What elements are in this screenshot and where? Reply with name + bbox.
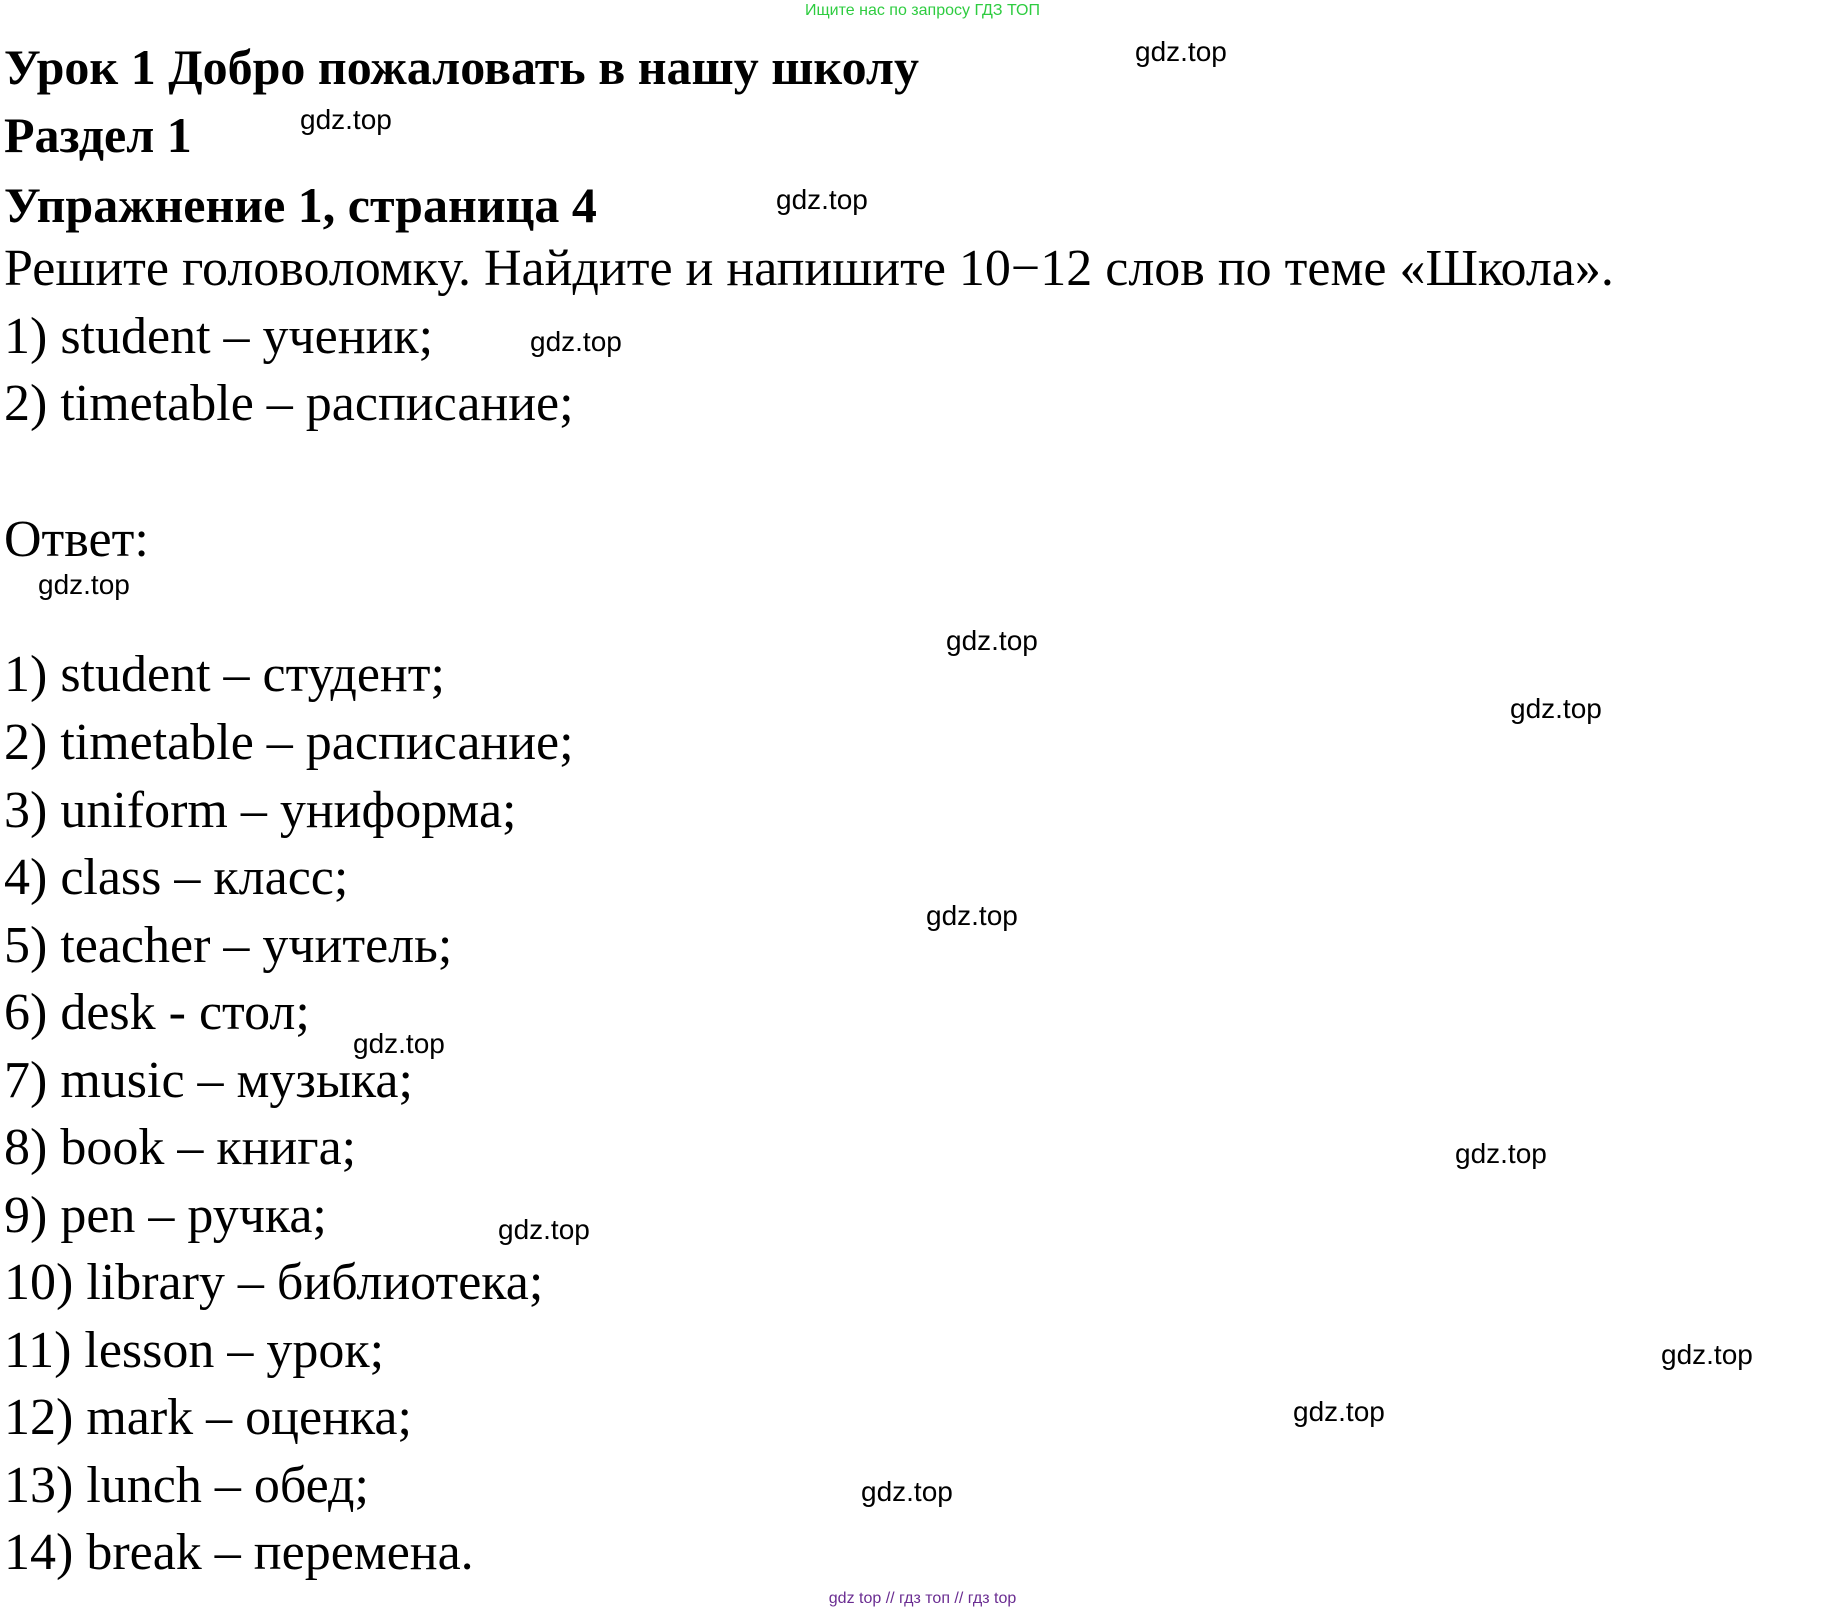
watermark: gdz.top [926,900,1018,931]
answer-item: 13) lunch – обед; [4,1457,369,1514]
answer-item: 8) book – книга; [4,1119,357,1176]
watermark: gdz.top [353,1028,445,1059]
watermark: gdz.top [1135,36,1227,67]
answer-label: Ответ: [4,511,149,568]
answer-item: 14) break – перемена. [4,1524,474,1581]
answer-item: 10) library – библиотека; [4,1254,544,1311]
watermark: gdz.top [946,625,1038,656]
answer-item: 2) timetable – расписание; [4,714,574,771]
watermark: gdz.top [1661,1339,1753,1370]
task-text: Решите головоломку. Найдите и напишите 10−12 слов по теме «Школа». [4,240,1614,297]
watermark: gdz.top [1510,693,1602,724]
answer-item: 1) student – студент; [4,646,445,703]
lesson-title: Урок 1 Добро пожаловать в нашу школу [4,39,919,95]
example-item: 2) timetable – расписание; [4,375,574,432]
watermark: gdz.top [38,569,130,600]
answer-item: 5) teacher – учитель; [4,917,453,974]
answer-item: 6) desk - стол; [4,984,310,1041]
footer-links: gdz top // гдз топ // гдз top [828,1590,1017,1607]
answer-item: 4) class – класс; [4,849,349,906]
watermark: gdz.top [1293,1396,1385,1427]
watermark: gdz.top [861,1476,953,1507]
answer-item: 3) uniform – униформа; [4,782,517,839]
watermark: gdz.top [1455,1138,1547,1169]
example-item: 1) student – ученик; [4,308,434,365]
section-heading: Раздел 1 [4,107,192,163]
exercise-heading: Упражнение 1, страница 4 [4,177,597,233]
watermark: gdz.top [776,184,868,215]
watermark: gdz.top [530,326,622,357]
answer-item: 12) mark – оценка; [4,1389,412,1446]
answer-item: 9) pen – ручка; [4,1187,327,1244]
answer-item: 11) lesson – урок; [4,1322,385,1379]
top-banner: Ищите нас по запросу ГДЗ ТОП [805,2,1040,19]
answer-item: 7) music – музыка; [4,1052,413,1109]
watermark: gdz.top [300,104,392,135]
watermark: gdz.top [498,1214,590,1245]
